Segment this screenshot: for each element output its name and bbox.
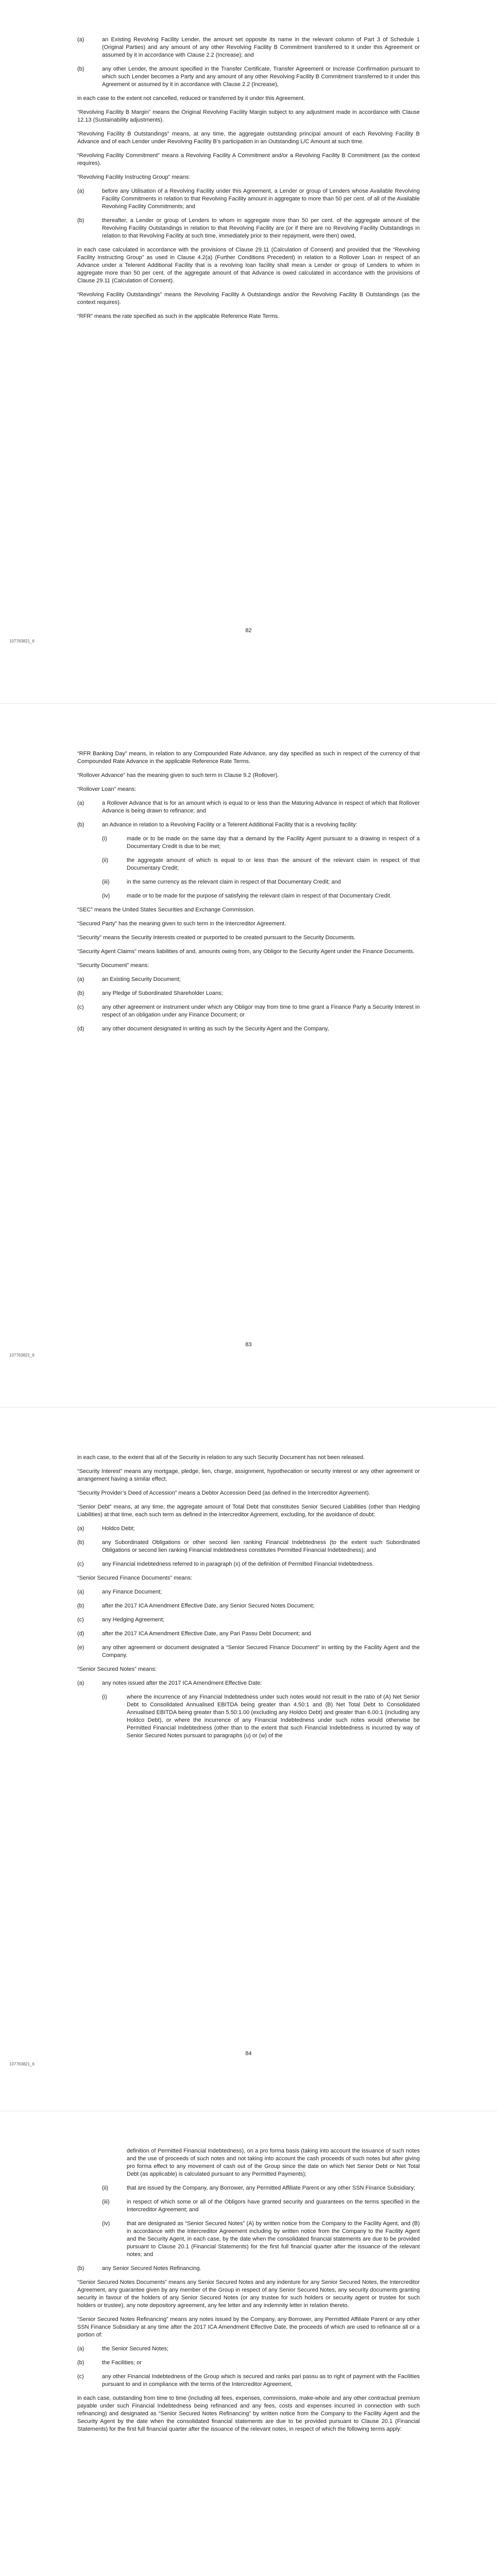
definition: “Senior Debt” means, at any time, the aggregate amount of Total Debt that constitutes Senior Secured Liabilities (other than Hedging Liabilities) at that time, each such term as defined in the Intercreditor Agreement, excluding, for the avoidance of doubt:: [77, 1504, 420, 1518]
list-item: (b) thereafter, a Lender or group of Lenders to whom in aggregate more than 50 per cent. of the aggregate amount of the Revolving Facility Outstandings in relation to that Revolving Facility are (or if there are no Revolving Facility Outstandings in relation to that Revolving Facility at such time, immediately prior to their repayment, were then) owed,: [77, 217, 420, 239]
document-reference: 107763821_6: [9, 2062, 35, 2066]
page-number: 84: [245, 2050, 252, 2057]
list-item: (e) any other agreement or document designated a “Senior Secured Finance Document” in writing by the Facility Agent and the Company.: [77, 1645, 420, 1658]
definition: “Revolving Facility Instructing Group” means:: [77, 174, 191, 180]
definition: “RFR” means the rate specified as such in the applicable Reference Rate Terms.: [77, 313, 280, 319]
list-item: (b) after the 2017 ICA Amendment Effective Date, any Senior Secured Notes Document;: [77, 1603, 315, 1609]
definition: “Rollover Advance” has the meaning given to such term in Clause 9.2 (Rollover).: [77, 772, 279, 778]
page-83-content: [77, 750, 420, 1039]
sub-list-item: (iv) made or to be made for the purpose of satisfying the relevant claim in respect of that Documentary Credit.: [102, 893, 392, 899]
definition: “Senior Secured Finance Documents” means:: [77, 1575, 193, 1581]
list-item: (a) an Existing Revolving Facility Lender, the amount set opposite its name in the relevant column of Part 3 of Schedule 1 (Original Parties) and any amount of any other Revolving Facility B Commitment transferred to it under this Agreement or assumed by it in accordance with Clause 2.2 (Increase); and: [77, 37, 420, 58]
definition: “Security Document” means:: [77, 962, 149, 969]
page-number: 82: [245, 628, 252, 634]
definition: “Senior Secured Notes Documents” means any Senior Secured Notes and any indenture for any Senior Secured Notes, the Intercreditor Agreement, any guarantee given by any member of the Group in respect of any Senior Secured Notes, any security documents granting security in favour of the holders of any Senior Secured Notes (or any trustee for such holders or security agent or trustee for such holders or trustee), any note depository agreement, any fee letter and any indemnity letter in relation thereto.: [77, 2279, 420, 2309]
list-item: (a) any Finance Document;: [77, 1589, 162, 1595]
page-83: [0, 704, 497, 1407]
sub-list-item: (iii) in respect of which some or all of the Obligors have granted security and guarantees on the terms specified in the Intercreditor Agreement; and: [102, 2199, 420, 2213]
sub-list-item: (i) made or to be made on the same day that a demand by the Facility Agent pursuant to a drawing in respect of a Documentary Credit is due to be met;: [102, 836, 420, 850]
sub-list-item: (i) where the incurrence of any Financial Indebtedness under such notes would not result in the ratio of (A) Net Senior Debt to Consolidated Annualised EBITDA being greater than 4.50:1 and (B) Net Total Debt to Consolidated Annualised EBITDA being greater than 5.50:1.00 (excluding any Holdco Debt) and greater than 6.00:1 (including any Holdco Debt), or where the incurrence of any Financial Indebtedness under such notes would otherwise be Permitted Financial Indebtedness (other than to the extent that such Financial Indebtedness is incurred by way of Senior Secured Notes pursuant to paragraphs (u) or (w) of the: [102, 1694, 420, 1739]
paragraph: in each case to the extent not cancelled, reduced or transferred by it under this Agreement.: [77, 95, 305, 101]
list-item: (b) the Facilities; or: [77, 2360, 142, 2366]
list-item: (b) any Subordinated Obligations or other second lien ranking Financial Indebtedness (to the extent such Subordinated Obligations or second lien ranking Financial Indebtedness constitutes Permitted Financial Indebtedness); and: [77, 1539, 420, 1553]
list-item: (a) Holdco Debt;: [77, 1526, 135, 1532]
document-reference: 107763821_6: [9, 639, 35, 643]
definition: “RFR Banking Day” means, in relation to any Compounded Rate Advance, any day specified as such in respect of the currency of that Compounded Rate Advance in the applicable Reference Rate Terms.: [77, 751, 420, 765]
list-item: (b) an Advance in relation to a Revolving Facility or a Telerent Additional Facility that is a revolving facility:: [77, 822, 357, 828]
definition: “Revolving Facility Commitment” means a Revolving Facility A Commitment and/or a Revolving Facility B Commitment (as the context requires).: [77, 152, 420, 166]
definition: “Revolving Facility Outstandings” means the Revolving Facility A Outstandings and/or the Revolving Facility B Outstandings (as the context requires).: [77, 292, 420, 306]
page-85: [0, 2111, 497, 2576]
paragraph: in each case calculated in accordance with the provisions of Clause 29.11 (Calculation of Consent) and provided that the “Revolving Facility Instructing Group” as used in Clause 4.2(a) (Further Conditions Precedent) in relation to a Rollover Loan in respect of an Advance under a Telerent Additional Facility that is a revolving loan facility shall mean a Lender or group of Lenders to whom in aggregate more than 50 per cent. of the aggregate amount of that Advance is owed calculated in accordance with the provisions of Clause 29.11 (Calculation of Consent).: [77, 247, 420, 284]
page-82-content: [77, 36, 420, 327]
definition: “Senior Secured Notes” means:: [77, 1666, 157, 1672]
document-reference: 107763821_6: [9, 1353, 35, 1358]
definition: “Senior Secured Notes Refinancing” means any notes issued by the Company, any Borrower, any Permitted Affiliate Parent or any other SSN Finance Subsidiary at any time after the 2017 ICA Amendment Effective Date, the proceeds of which are used to refinance all or a portion of:: [77, 2316, 420, 2338]
sub-list-item: (iii) in the same currency as the relevant claim in respect of that Documentary Credit; and: [102, 879, 341, 885]
list-item: (b) any other Lender, the amount specified in the Transfer Certificate, Transfer Agreement or Increase Confirmation pursuant to which such Lender becomes a Party and any amount of any other Revolving Facility B Commitment transferred to it under this Agreement or assumed by it in accordance with Clause 2.2 (Increase),: [77, 66, 420, 88]
sub-list-item: (iv) that are designated as “Senior Secured Notes” (A) by written notice from the Company to the Facility Agent, and (B) in accordance with the Intercreditor Agreement including by written notice from the Company to the Facility Agent and the Security Agent, in each case, by the date when the consolidated financial statements are due to be provided pursuant to Clause 20.1 (Financial Statements) for the first full financial quarter after the issuance of the relevant notes; and: [102, 2221, 420, 2258]
list-item: (a) the Senior Secured Notes;: [77, 2346, 169, 2352]
sub-list-item: (ii) the aggregate amount of which is equal to or less than the amount of the relevant claim in respect of that Documentary Credit;: [102, 857, 420, 871]
definition: “Revolving Facility B Margin” means the Original Revolving Facility Margin subject to any adjustment made in accordance with Clause 12.13 (Sustainability adjustments).: [77, 109, 420, 123]
definition: “Secured Party” has the meaning given to such term in the Intercreditor Agreement.: [77, 921, 286, 927]
paragraph: in each case, to the extent that all of the Security in relation to any such Security Document has not been released.: [77, 1454, 365, 1461]
definition: “Rollover Loan” means:: [77, 786, 136, 792]
continued-paragraph: definition of Permitted Financial Indebtedness), on a pro forma basis (taking into account the issuance of such notes and the use of proceeds of such notes and not taking into account the cash proceeds of such notes but after giving pro forma effect to any movement of cash out of the Group since the date on which Net Senior Debt or Net Total Debt (as applicable) is calculated pursuant to any Permitted Payments);: [127, 2148, 420, 2177]
page-82: [0, 0, 497, 703]
list-item: (d) any other document designated in writing as such by the Security Agent and the Company,: [77, 1026, 329, 1032]
page-85-content: [77, 2147, 420, 2439]
list-item: (c) any Financial Indebtedness referred to in paragraph (x) of the definition of Permitted Financial Indebtedness.: [77, 1561, 374, 1567]
page-number: 83: [245, 1342, 252, 1348]
definition: “Security Provider’s Deed of Accession” means a Debtor Accession Deed (as defined in the Intercreditor Agreement).: [77, 1490, 370, 1496]
list-item: (b) any Senior Secured Notes Refinancing.: [77, 2265, 201, 2272]
list-item: (c) any Hedging Agreement;: [77, 1617, 165, 1623]
list-item: (a) an Existing Security Document;: [77, 976, 181, 982]
definition: “SEC” means the United States Securities and Exchange Commission.: [77, 907, 255, 913]
list-item: (d) after the 2017 ICA Amendment Effective Date, any Pari Passu Debt Document; and: [77, 1631, 311, 1637]
list-item: (a) before any Utilisation of a Revolving Facility under this Agreement, a Lender or group of Lenders whose Available Revolving Facility Commitments in relation to that Revolving Facility amount in aggregate to more than 50 per cent. of all of the Available Revolving Facility Commitments; and: [77, 188, 420, 210]
definition: “Security Interest” means any mortgage, pledge, lien, charge, assignment, hypothecation or security interest or any other agreement or arrangement having a similar effect.: [77, 1468, 420, 1482]
list-item: (c) any other agreement or instrument under which any Obligor may from time to time grant a Finance Party a Security Interest in respect of an obligation under any Finance Document; or: [77, 1004, 420, 1018]
definition: “Revolving Facility B Outstandings” means, at any time, the aggregate outstanding principal amount of each Revolving Facility B Advance and of each Lender under Revolving Facility B’s participation in an Outstanding L/C Amount at such time.: [77, 131, 420, 145]
list-item: (a) any notes issued after the 2017 ICA Amendment Effective Date:: [77, 1680, 262, 1686]
paragraph: in each case, outstanding from time to time (including all fees, expenses, commissions, make-whole and any other contractual premium payable under such Financial Indebtedness being refinanced and any fees, costs and expenses incurred in connection with such refinancing) and designated as “Senior Secured Notes Refinancing” by written notice from the Company to the Facility Agent and the Security Agent by the date when the consolidated financial statements are due to be provided pursuant to Clause 20.1 (Financial Statements) for the first full financial quarter after the issuance of the relevant notes, in respect of which the following terms apply:: [77, 2395, 420, 2432]
sub-list-item: (ii) that are issued by the Company, any Borrower, any Permitted Affiliate Parent or any other SSN Finance Subsidiary;: [102, 2185, 416, 2191]
page-84: [0, 1408, 497, 2111]
list-item: (c) any other Financial Indebtedness of the Group which is secured and ranks pari passu as to right of payment with the Facilities pursuant to and in compliance with the terms of the Intercreditor Agreement,: [77, 2374, 420, 2387]
definition: “Security” means the Security Interests created or purported to be created pursuant to the Security Documents.: [77, 935, 356, 941]
list-item: (b) any Pledge of Subordinated Shareholder Loans;: [77, 990, 223, 996]
list-item: (a) a Rollover Advance that is for an amount which is equal to or less than the Maturing Advance in respect of which that Rollover Advance is being drawn to refinance; and: [77, 800, 420, 814]
definition: “Security Agent Claims” means liabilities of and, amounts owing from, any Obligor to the Security Agent under the Finance Documents.: [77, 948, 415, 955]
page-84-content: [77, 1454, 420, 1746]
